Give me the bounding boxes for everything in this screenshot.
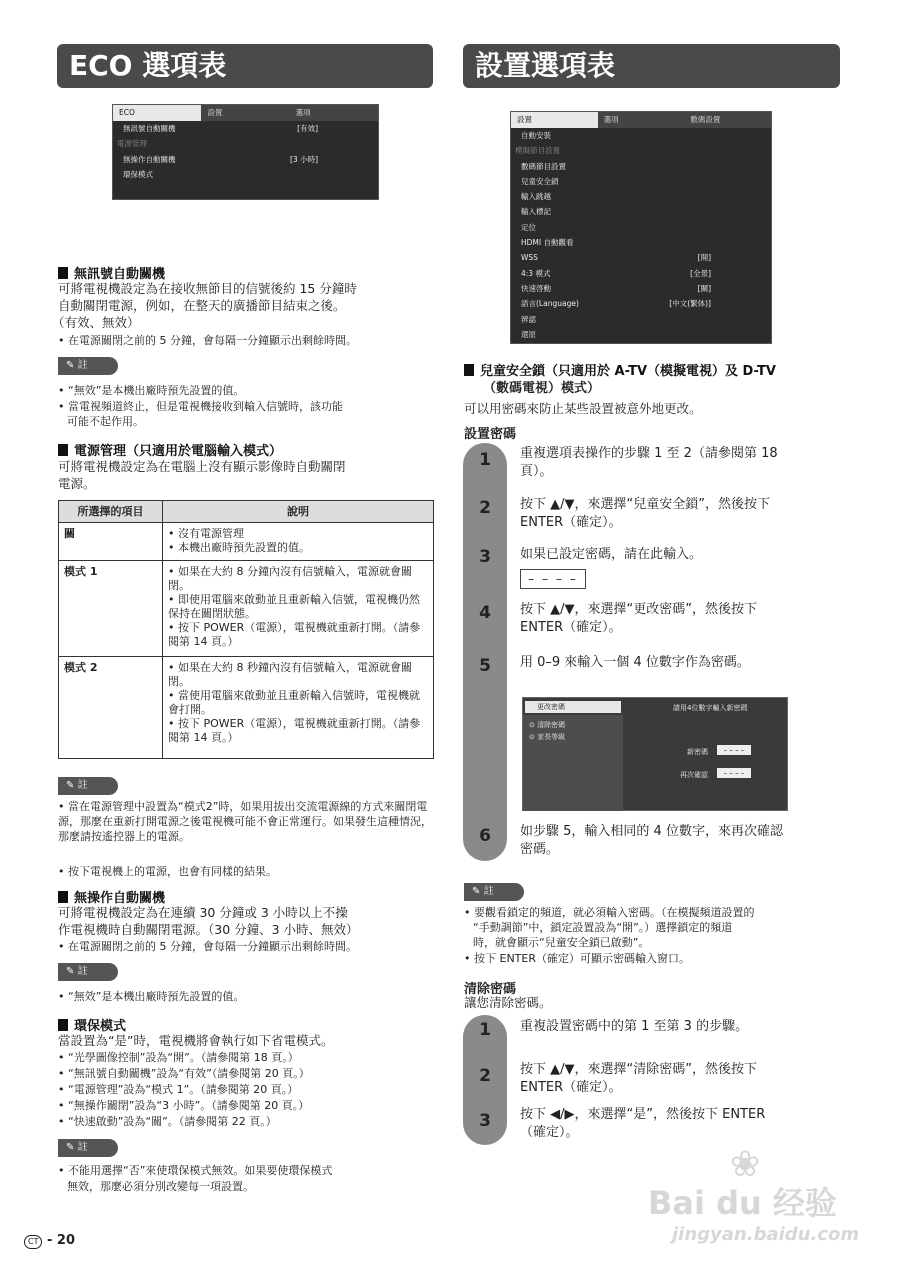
paragraph: 可將電視機設定為在接收無節目的信號後約 15 分鐘時 [58, 281, 357, 296]
setup-menu-screenshot [510, 111, 772, 344]
pencil-icon: ✎ [66, 966, 78, 977]
subsection-title-set-password: 設置密碼 [464, 427, 517, 442]
subsection-title-clear-password: 清除密碼 [464, 982, 517, 997]
step-text: 重複設置密碼中的第 1 至第 3 的步驟。 [520, 1019, 749, 1034]
baidu-watermark-url: jingyan.baidu.com [672, 1224, 860, 1245]
bullet-text: • 當在電源管理中設置為“模式2”時，如果用拔出交流電源線的方式來關閉電源，那麼在重新打開電源之後電視機可能不會正常運行。如果發生這種情況，那麼請按遙控器上的電源。 [58, 799, 434, 844]
new-password-field: – – – – [717, 745, 751, 755]
bullet-text: • 按下 ENTER（確定）可顯示密碼輸入窗口。 [464, 951, 690, 966]
bullet-text-cont: 時，就會顯示“兒童安全鎖已啟動”。 [473, 936, 650, 949]
prompt-text: 請用4位數字輸入新密碼 [673, 704, 748, 712]
step-text: 按下 ▲/▼，來選擇“兒童安全鎖”，然後按下 ENTER（確定）。 [520, 497, 770, 530]
option-tab: 選項 [295, 108, 311, 117]
note-badge: ✎ 註 [58, 1139, 118, 1157]
bullet-text: • “無效”是本機出廠時預先設置的值。 [58, 989, 244, 1004]
step-number: 1 [479, 1020, 491, 1040]
section-title-eco-mode: 環保模式 [58, 1015, 126, 1034]
setup-menu-banner: 設置選項表 [463, 44, 840, 88]
power-management-table [58, 500, 434, 759]
paragraph: 自動關閉電源，例如，在整天的廣播節目結束之後。 [58, 298, 346, 313]
menu-row: 兒童安全鎖 [521, 176, 559, 186]
bullet-text-cont: “手動調節”中，鎖定設置設為“開”。）選擇鎖定的頻道 [473, 921, 733, 934]
ct-badge: CT [24, 1235, 42, 1249]
parental-level-item: ⊙ 家長等級 [529, 733, 566, 741]
table-cell: • 沒有電源管理 • 本機出廠時預先設置的值。 [163, 523, 434, 561]
paragraph: 可以用密碼來防止某些設置被意外地更改。 [464, 401, 702, 416]
table-key: 關 [59, 523, 163, 561]
step-text: 如步驟 5，輸入相同的 4 位數字，來再次確認 密碼。 [520, 824, 783, 857]
eco-menu-banner: ECO 選項表 [57, 44, 433, 88]
menu-row: 語言(Language) [中文(繁体)] [521, 299, 711, 309]
menu-row: 快速啓動 [關] [521, 283, 711, 293]
menu-row: WSS [開] [521, 253, 711, 263]
bullet-text: • 在電源關閉之前的 5 分鐘，會每隔一分鐘顯示出剩餘時間。 [58, 333, 357, 348]
step-text: 如果已設定密碼，請在此輸入。 [520, 547, 703, 562]
bullet-text: • “無效”是本機出廠時預先設置的值。 [58, 383, 244, 398]
step-number: 2 [479, 1066, 491, 1086]
bullet-text: • 要觀看鎖定的頻道，就必須輸入密碼。（在模擬頻道設置的 [464, 905, 755, 920]
paragraph: 電源。 [58, 476, 96, 491]
step-number: 6 [479, 826, 491, 846]
pencil-icon: ✎ [472, 886, 484, 897]
table-cell: • 如果在大約 8 分鐘內沒有信號輸入，電源就會關閉。 • 即使用電腦來啟動並且重新輸入信號，電視機仍然保持在關閉狀態。 • 按下 POWER（電源），電視機就重新打開。（請參閱第 14 頁。） [163, 561, 434, 657]
new-password-label: 新密碼 [687, 748, 708, 756]
pencil-icon: ✎ [66, 780, 78, 791]
section-title-power-management: 電源管理（只適用於電腦輸入模式） [58, 440, 282, 459]
paragraph: 可將電視機設定為在電腦上沒有顯示影像時自動關閉 [58, 459, 346, 474]
list-item: • “光學圖像控制”設為“開”。（請參閱第 18 頁。） [58, 1050, 299, 1065]
note-badge: ✎ 註 [58, 963, 118, 981]
section-title-child-lock-cont: （數碼電視）模式） [483, 381, 601, 396]
paragraph: （有效、無效） [52, 315, 140, 330]
table-header: 說明 [163, 501, 434, 523]
confirm-password-field: – – – – [717, 768, 751, 778]
setup-tab: 設置 [207, 108, 223, 117]
step-text: 用 0–9 來輸入一個 4 位數字作為密碼。 [520, 655, 750, 670]
step-text: 按下 ▲/▼，來選擇“更改密碼”，然後按下 ENTER（確定）。 [520, 602, 757, 635]
bullet-text: • 不能用選擇“否”來使環保模式無效。如果要使環保模式 [58, 1163, 332, 1178]
pencil-icon: ✎ [66, 1142, 78, 1153]
step-number: 5 [479, 656, 491, 676]
digital-setup-tab: 數碼設置 [690, 115, 721, 124]
pencil-icon: ✎ [66, 360, 78, 371]
menu-row: 環保模式 [123, 169, 153, 179]
bullet-text-cont: 可能不起作用。 [67, 415, 144, 428]
section-title-child-lock: 兒童安全鎖（只適用於 A-TV（模擬電視）及 D-TV [464, 360, 776, 379]
baidu-watermark-logo: Bai du 经验 [648, 1184, 837, 1222]
note-badge: ✎ 註 [58, 777, 118, 795]
step-text: 重複選項表操作的步驟 1 至 2（請參閱第 18 頁）。 [520, 446, 778, 479]
menu-row: 還原 [521, 329, 536, 339]
list-item: • “無訊號自動關機”設為“有效”（請參閱第 20 頁。） [58, 1066, 310, 1081]
paragraph: 讓您清除密碼。 [464, 995, 552, 1010]
step-text: 按下 ◀/▶，來選擇“是”，然後按下 ENTER （確定）。 [520, 1107, 766, 1140]
menu-row: 定位 [521, 222, 536, 232]
table-key: 模式 1 [59, 561, 163, 657]
step-text: 按下 ▲/▼，來選擇“清除密碼”，然後按下 ENTER（確定）。 [520, 1062, 757, 1095]
menu-row: 輸入跳越 [521, 192, 551, 202]
bullet-text: • 當電視頻道終止，但是電視機接收到輸入信號時，該功能 [58, 399, 343, 414]
list-item: • “快速啟動”設為“關”。（請參閱第 22 頁。） [58, 1114, 277, 1129]
table-cell: • 如果在大約 8 秒鐘內沒有信號輸入，電源就會關閉。 • 當使用電腦來啟動並且重新輸入信號時，電視機就會打開。 • 按下 POWER（電源），電視機就重新打開。（請參閱第 14 頁。） [163, 657, 434, 759]
menu-row: HDMI 自動觀看 [521, 238, 574, 248]
clear-password-item: ⊙ 清除密碼 [529, 721, 566, 729]
section-title-no-signal-off: 無訊號自動關機 [58, 263, 165, 282]
table-key: 模式 2 [59, 657, 163, 759]
password-entry-box: – – – – [520, 569, 586, 589]
menu-row: 辨認 [521, 314, 536, 324]
page-number: - 20 [47, 1233, 76, 1248]
paw-icon: ❀ [730, 1144, 761, 1185]
change-password-screenshot [522, 697, 788, 811]
bullet-text: • 在電源關閉之前的 5 分鐘，會每隔一分鐘顯示出剩餘時間。 [58, 939, 357, 954]
change-password-tab: 更改密碼 [525, 701, 621, 713]
bullet-text-cont: 無效，那麼必須分別改變每一項設置。 [67, 1180, 254, 1193]
step-number: 4 [479, 603, 491, 623]
page-footer [24, 1233, 75, 1249]
menu-row: 無操作自動關機 [3 小時] [123, 154, 318, 164]
eco-menu-screenshot [112, 104, 379, 200]
menu-row: 無訊號自動關機 [有效] [123, 124, 318, 133]
section-title-no-operation-off: 無操作自動關機 [58, 887, 165, 906]
step-number: 2 [479, 498, 491, 518]
step-number: 3 [479, 1111, 491, 1131]
note-badge: ✎ 註 [464, 883, 524, 901]
step-number: 3 [479, 547, 491, 567]
eco-tab: ECO [113, 105, 201, 121]
list-item: • “無操作關閉”設為“3 小時”。（請參閱第 20 頁。） [58, 1098, 309, 1113]
table-header: 所選擇的項目 [59, 501, 163, 523]
list-item: • “電源管理”設為“模式 1”。（請參閱第 20 頁。） [58, 1082, 298, 1097]
option-tab: 選項 [603, 115, 619, 124]
paragraph: 當設置為“是”時，電視機將會執行如下省電模式。 [58, 1033, 334, 1048]
menu-row: 模擬節目設置 [515, 146, 560, 156]
setup-tab: 設置 [511, 112, 598, 128]
menu-row: 電源管理 [117, 139, 147, 149]
menu-row: 4:3 模式 [全景] [521, 268, 711, 278]
menu-row: 自動安裝 [521, 131, 551, 140]
paragraph: 可將電視機設定為在連續 30 分鐘或 3 小時以上不操 [58, 905, 348, 920]
bullet-text: • 按下電視機上的電源，也會有同樣的結果。 [58, 864, 277, 879]
note-badge: ✎ 註 [58, 357, 118, 375]
menu-row: 輸入標記 [521, 207, 551, 217]
confirm-label: 再次確認 [680, 771, 708, 779]
step-number: 1 [479, 450, 491, 470]
menu-row: 數碼節目設置 [521, 161, 566, 171]
paragraph: 作電視機時自動關閉電源。（30 分鐘、3 小時、無效） [58, 922, 359, 937]
